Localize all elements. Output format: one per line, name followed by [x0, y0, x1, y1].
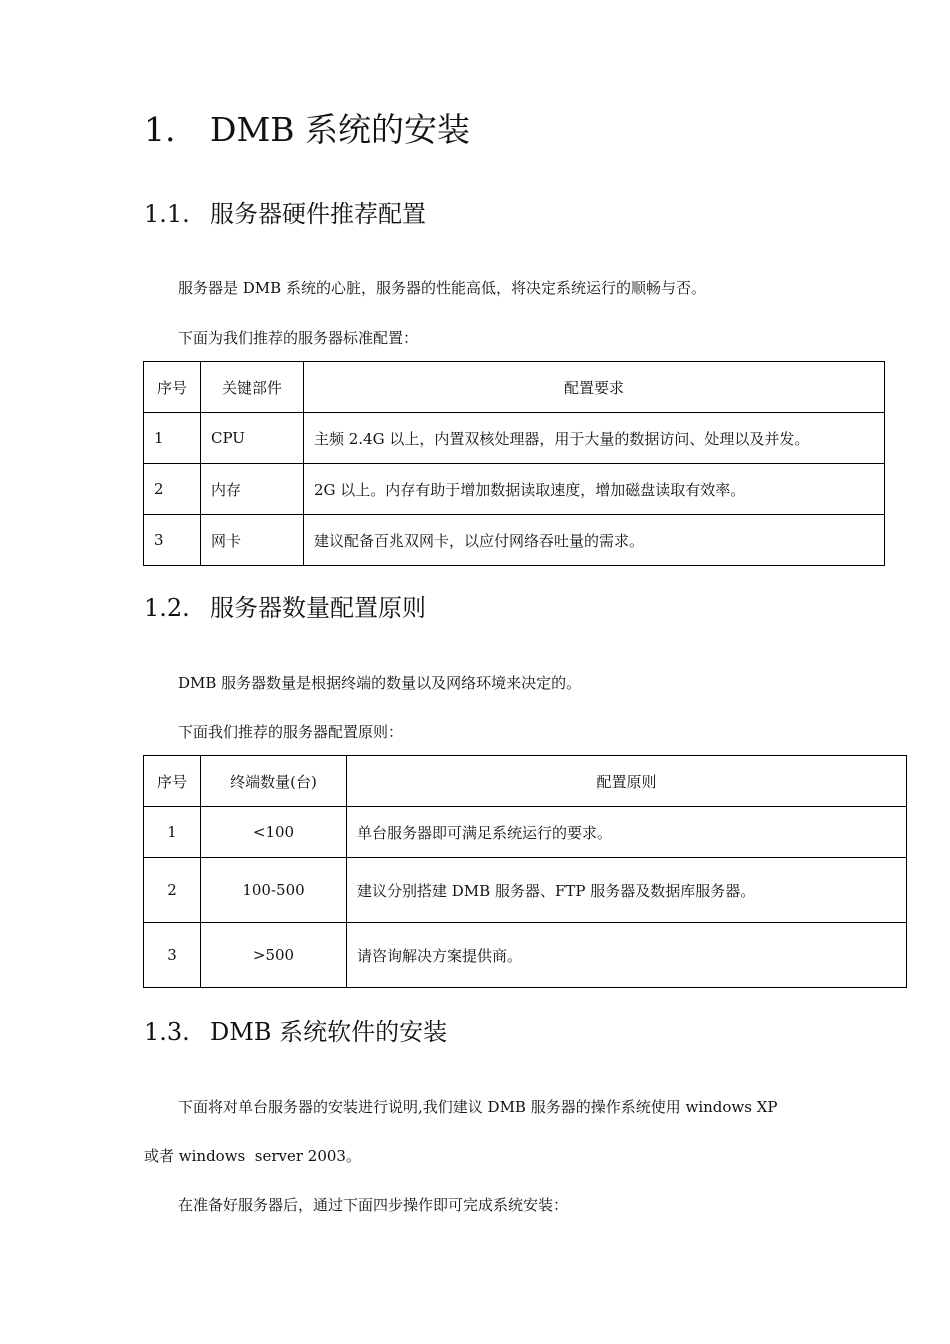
table-row [144, 923, 907, 988]
section-title: 服务器数量配置原则 [210, 594, 426, 622]
table-cell: 建议配备百兆双网卡，以应付网络吞吐量的需求。 [304, 515, 885, 566]
section-title: DMB 系统软件的安装 [210, 1018, 448, 1046]
table-cell: <100 [201, 807, 347, 858]
chapter-heading [144, 104, 470, 151]
table-row [144, 413, 885, 464]
table-header-row [144, 756, 907, 807]
table-cell: >500 [201, 923, 347, 988]
table-cell: 请咨询解决方案提供商。 [347, 923, 907, 988]
paragraph: 服务器是 DMB 系统的心脏，服务器的性能高低，将决定系统运行的顺畅与否。 [178, 279, 706, 297]
table-row [144, 515, 885, 566]
paragraph: 下面将对单台服务器的安装进行说明,我们建议 DMB 服务器的操作系统使用 windows XP [178, 1098, 778, 1116]
table-cell: 2 [144, 858, 201, 923]
section-heading-1-1 [144, 194, 426, 229]
paragraph: DMB 服务器数量是根据终端的数量以及网络环境来决定的。 [178, 674, 582, 692]
table-cell: 建议分别搭建 DMB 服务器、FTP 服务器及数据库服务器。 [347, 858, 907, 923]
table-cell: 单台服务器即可满足系统运行的要求。 [347, 807, 907, 858]
header-cell: 配置原则 [347, 756, 907, 807]
hardware-config-table [143, 361, 885, 566]
header-cell: 终端数量(台) [201, 756, 347, 807]
server-quantity-table [143, 755, 907, 988]
table-cell: 网卡 [201, 515, 304, 566]
paragraph: 在准备好服务器后，通过下面四步操作即可完成系统安装： [178, 1196, 569, 1214]
section-title: 服务器硬件推荐配置 [210, 200, 426, 228]
header-cell: 序号 [144, 756, 201, 807]
paragraph: 下面我们推荐的服务器配置原则： [178, 723, 404, 741]
table-cell: 2G 以上。内存有助于增加数据读取速度，增加磁盘读取有效率。 [304, 464, 885, 515]
table-cell: 2 [144, 464, 201, 515]
header-cell: 关键部件 [201, 362, 304, 413]
table-cell: 3 [144, 923, 201, 988]
table-cell: 内存 [201, 464, 304, 515]
table-row [144, 858, 907, 923]
header-cell: 序号 [144, 362, 201, 413]
table-cell: 1 [144, 807, 201, 858]
table-header-row [144, 362, 885, 413]
table-row [144, 807, 907, 858]
table-cell: 主频 2.4G 以上，内置双核处理器，用于大量的数据访问、处理以及并发。 [304, 413, 885, 464]
section-number: 1.3. [144, 1018, 190, 1046]
section-heading-1-2 [144, 588, 426, 623]
header-cell: 配置要求 [304, 362, 885, 413]
table-cell: 3 [144, 515, 201, 566]
table-row [144, 464, 885, 515]
table-cell: CPU [201, 413, 304, 464]
section-number: 1.2. [144, 594, 190, 622]
section-number: 1.1. [144, 200, 190, 228]
chapter-number: 1. [144, 110, 176, 149]
section-heading-1-3 [144, 1012, 447, 1047]
paragraph: 下面为我们推荐的服务器标准配置： [178, 329, 419, 347]
chapter-title: DMB 系统的安装 [210, 110, 470, 149]
table-cell: 1 [144, 413, 201, 464]
paragraph-continuation: 或者 windows server 2003。 [144, 1147, 361, 1165]
table-cell: 100-500 [201, 858, 347, 923]
